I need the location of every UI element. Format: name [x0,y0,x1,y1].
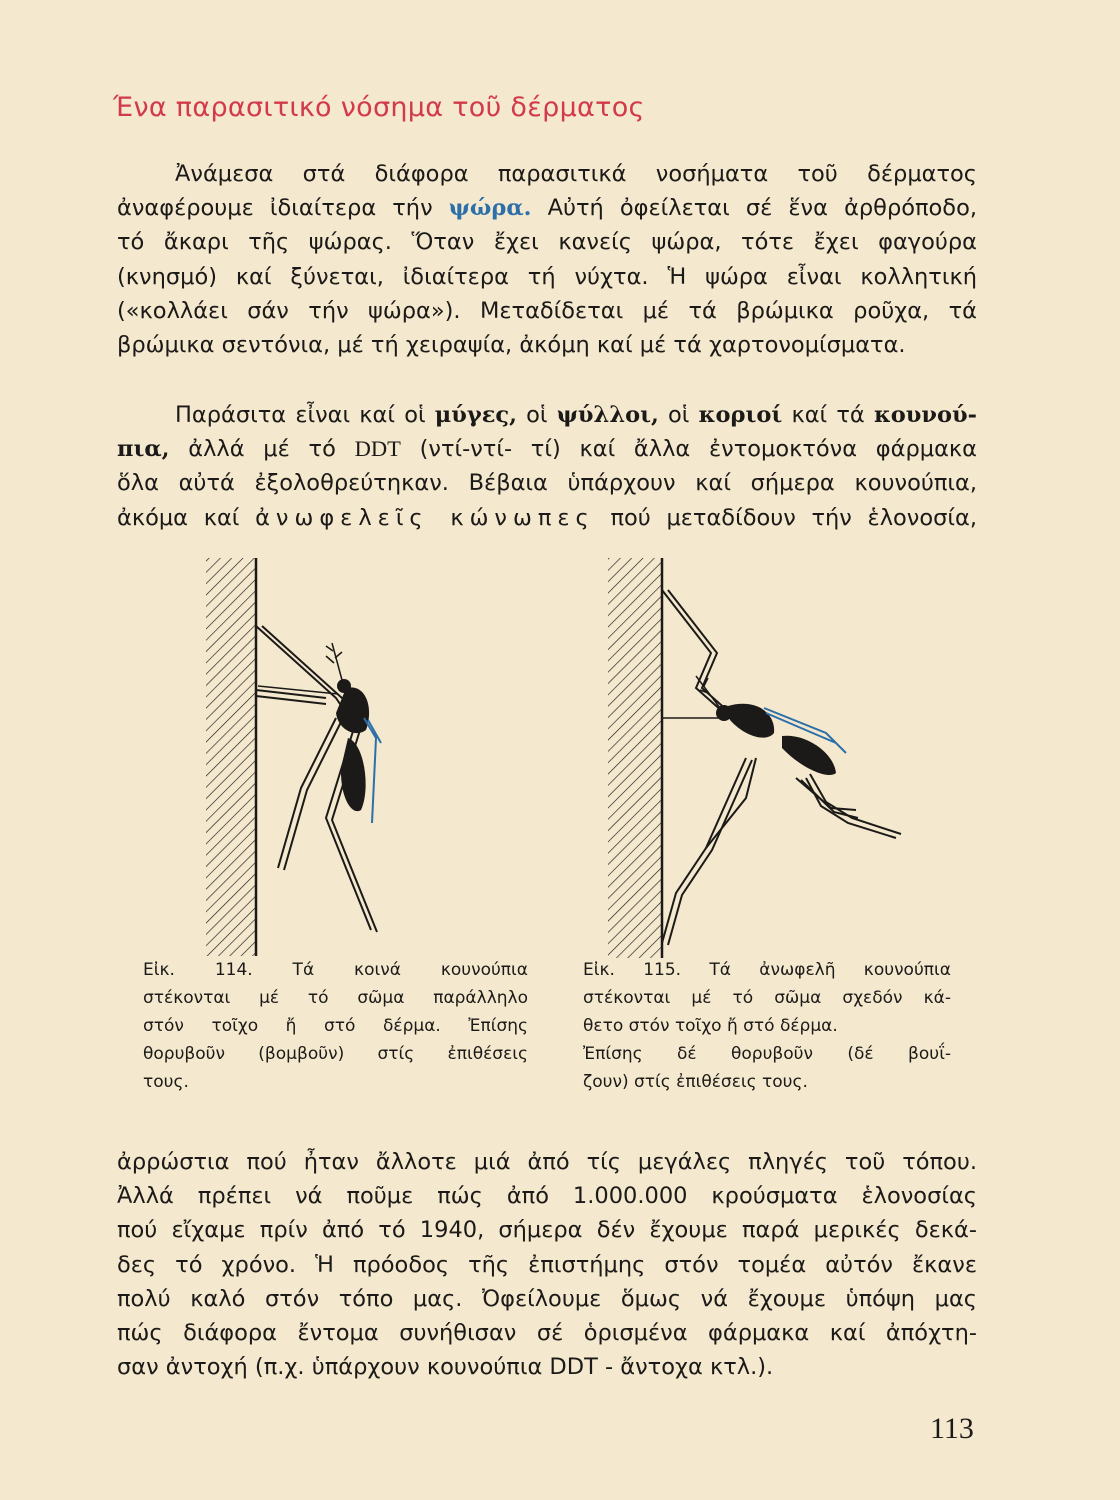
text-line: (κνησμό) καί ξύνεται, ἰδιαίτερα τή νύχτα. Ἡ ψώρα εἶναι κολλητική [117,263,977,290]
text-span: Παράσιτα εἶναι καί οἱ [175,402,426,428]
section-title: Ένα παρασιτικό νόσημα τοῦ δέρματος [113,92,645,123]
paragraph-parasites [117,398,977,535]
text-line [117,398,977,432]
caption-figure-115 [583,956,951,1096]
page-number: 113 [930,1412,974,1445]
mosquito-head [337,679,351,693]
text-span: ἀλλά μέ τό [188,436,336,463]
text-line: πολύ καλό στόν τόπο μας. Ὀφείλουμε ὅμως νά ἔχουμε ὑπόψη μας [117,1285,977,1312]
mosquito-abdomen [341,738,366,811]
caption-line: ζουν) στίς ἐπιθέσεις τους. [583,1072,808,1092]
bold-term: πια, [117,436,170,463]
text-span: (ντί-ντί- τί) καί ἄλλα ἐντομοκτόνα φάρμακα [419,436,978,463]
text-span: ἀναφέρουμε ἰδιαίτερα τήν [117,195,433,222]
figure-114-common-mosquito [196,548,536,960]
paragraph-scabies [117,157,977,362]
caption-figure-114 [143,956,528,1096]
text-line: βρώμικα σεντόνια, μέ τή χειραψία, ἀκόμη καί μέ τά χαρτονομίσματα. [117,332,906,359]
text-line: ὅλα αὐτά ἐξολοθρεύτηκαν. Βέβαια ὑπάρχουν καί σήμερα κουνούπια, [117,470,977,497]
mosquito-legs [662,590,901,945]
caption-line: στέκονται μέ τό σῶμα παράλληλο [143,988,528,1008]
caption-line: Ἐπίσης δέ θορυβοῦν (δέ βουΐ- [583,1044,951,1064]
text-line [117,501,977,535]
highlight-term-psora: ψώρα. [448,195,532,222]
text-span: πού μεταδίδουν τήν ἑλονοσία, [610,504,977,531]
caption-line: Εἰκ. 115. Τά ἀνωφελῆ κουνούπια [583,960,951,980]
text-line: δες τό χρόνο. Ἡ πρόοδος τῆς ἐπιστήμης στόν τομέα αὐτόν ἔκανε [117,1251,977,1278]
text-line: τό ἄκαρι τῆς ψώρας. Ὅταν ἔχει κανείς ψώρα, τότε ἔχει φαγούρα [117,229,977,256]
text-span: οἱ [526,402,548,428]
bold-term: ψύλλοι, [556,402,659,428]
text-span: ἀκόμα καί [117,504,240,531]
text-line: Ἀνάμεσα στά διάφορα παρασιτικά νοσήματα τοῦ δέρματος [175,161,977,187]
text-line: («κολλάει σάν τήν ψώρα»). Μεταδίδεται μέ τά βρώμικα ροῦχα, τά [117,297,977,324]
text-line: σαν ἀντοχή (π.χ. ὑπάρχουν κουνούπια DDT - ἄντοχα κτλ.). [117,1354,774,1381]
bold-term: μύγες, [434,402,517,428]
wall-hatching [206,558,256,956]
text-span: καί τά [791,402,865,428]
caption-line: τους. [143,1072,189,1092]
caption-line: θετο στόν τοῖχο ἤ στό δέρμα. [583,1016,838,1036]
text-line: πού εἴχαμε πρίν ἀπό τό 1940, σήμερα δέν ἔχουμε παρά μερικές δεκά- [117,1217,977,1244]
figure-115-anopheles [596,548,936,960]
paragraph-malaria [117,1145,977,1384]
bold-term: κουνού- [873,402,977,428]
caption-line: θορυβοῦν (βομβοῦν) στίς ἐπιθέσεις [143,1044,528,1064]
text-line [117,432,977,466]
text-line: Ἀλλά πρέπει νά ποῦμε πώς ἀπό 1.000.000 κρούσματα ἑλονοσίας [117,1183,977,1210]
mosquito-antennae [326,643,342,680]
text-span: Αὐτή ὀφείλεται σέ ἕνα ἀρθρόποδο, [547,195,977,222]
bold-term: κοριοί [698,402,783,428]
mosquito-thorax [336,687,369,733]
wall-hatching [608,558,662,958]
ddt-term: DDT [354,436,401,462]
mosquito-wing [364,718,381,823]
mosquito-abdomen [782,736,836,775]
text-line: πώς διάφορα ἔντομα συνήθισαν σέ ὁρισμένα φάρμακα καί ἀπόχτη- [117,1320,977,1347]
text-line: ἀρρώστια πού ἦταν ἄλλοτε μιά ἀπό τίς μεγάλες πληγές τοῦ τόπου. [117,1149,977,1175]
text-line [117,191,977,225]
caption-line: στόν τοῖχο ἤ στό δέρμα. Ἐπίσης [143,1016,528,1036]
spaced-term: ἀνωφελεῖς κώνωπες [255,504,595,531]
text-span: οἱ [668,402,690,428]
caption-line: στέκονται μέ τό σῶμα σχεδόν κά- [583,988,951,1008]
caption-line: Εἰκ. 114. Τά κοινά κουνούπια [143,960,528,980]
